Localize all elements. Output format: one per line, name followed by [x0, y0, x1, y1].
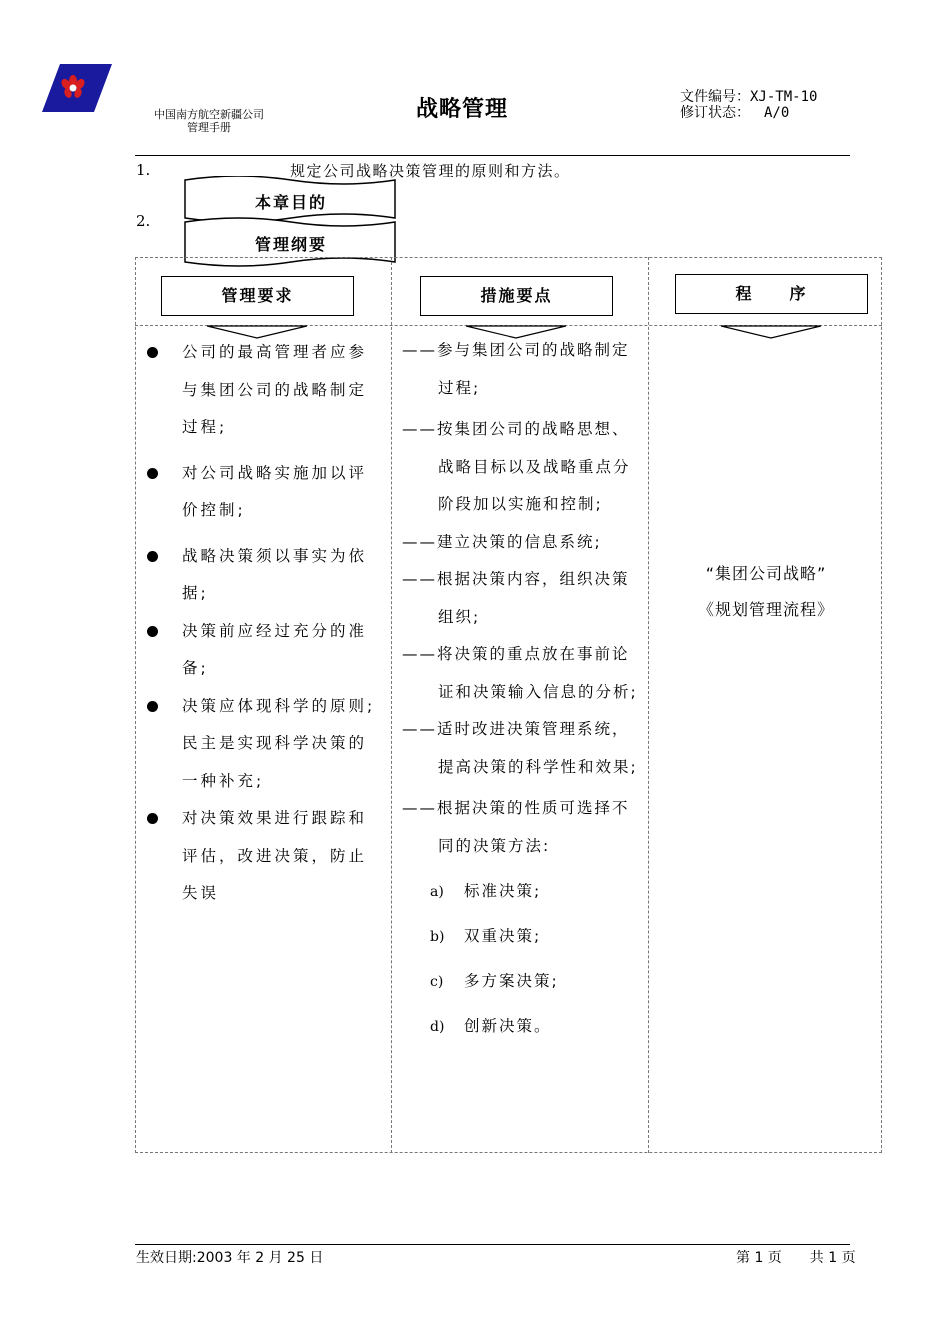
revision-row: [680, 105, 817, 121]
list-item: [145, 538, 385, 613]
revision-status: A/0: [764, 105, 790, 121]
doc-number: XJ-TM-10: [750, 89, 818, 105]
header-divider: [135, 155, 850, 156]
item-1-number: 1.: [136, 161, 151, 179]
doc-number-label: 文件编号：: [680, 89, 750, 105]
method-text: 标准决策;: [464, 882, 542, 900]
company-name: 中国南方航空新疆公司: [154, 108, 264, 121]
method-item: [402, 914, 644, 959]
list-item: [145, 800, 385, 913]
list-item: ——根据决策的性质可选择不同的决策方法:: [402, 799, 630, 855]
bullet-icon: [147, 468, 158, 479]
list-item: [145, 455, 385, 530]
group-strategy-reference: “集团公司战略”: [705, 564, 827, 583]
column-divider-2: [648, 257, 649, 1153]
method-text: 创新决策。: [464, 1017, 552, 1035]
bullet-icon: [147, 347, 158, 358]
method-item: [402, 1004, 644, 1049]
revision-label: 修订状态：: [680, 105, 750, 121]
chapter-purpose-label: 本章目的: [254, 193, 327, 212]
list-item: [145, 334, 385, 447]
method-label: a): [430, 884, 444, 900]
method-item: [402, 959, 644, 1004]
planning-process-reference: 《规划管理流程》: [697, 600, 834, 619]
doc-number-row: [680, 89, 817, 105]
procedure-references: [650, 556, 882, 628]
method-item: [402, 869, 644, 914]
requirements-header: 管理要求: [161, 276, 354, 316]
list-item: ——参与集团公司的战略制定过程;: [402, 341, 630, 397]
page-title: 战略管理: [416, 97, 509, 122]
measures-list: [402, 332, 644, 1049]
procedure-header: 程 序: [675, 274, 868, 314]
list-item: ——按集团公司的战略思想、战略目标以及战略重点分阶段加以实施和控制;: [402, 420, 631, 513]
method-text: 双重决策;: [464, 927, 542, 945]
list-item: [145, 613, 385, 688]
page-number: 第 1 页 共 1 页: [736, 1250, 856, 1266]
method-label: b): [430, 929, 445, 945]
list-item: ——将决策的重点放在事前论证和决策输入信息的分析;: [402, 645, 638, 701]
requirement-text: 决策应体现科学的原则; 民主是实现科学决策的一种补充;: [182, 696, 376, 790]
list-item: ——适时改进决策管理系统，提高决策的科学性和效果;: [402, 720, 638, 776]
procedure-arrow-icon: [721, 325, 821, 339]
manual-name: 管理手册: [187, 121, 231, 134]
list-item: ——建立决策的信息系统;: [402, 532, 602, 551]
requirement-text: 战略决策须以事实为依据;: [182, 546, 368, 602]
company-logo: [42, 64, 112, 112]
measures-header: 措施要点: [420, 276, 613, 316]
requirement-text: 公司的最高管理者应参与集团公司的战略制定过程;: [182, 343, 368, 436]
requirement-text: 对公司战略实施加以评价控制;: [182, 463, 368, 519]
item-1-text: 规定公司战略决策管理的原则和方法。: [290, 162, 571, 180]
bullet-icon: [147, 813, 158, 824]
requirement-text: 对决策效果进行跟踪和评估，改进决策，防止失误: [182, 809, 368, 902]
bullet-icon: [147, 701, 158, 712]
method-text: 多方案决策;: [464, 972, 559, 990]
management-outline-label: 管理纲要: [254, 235, 327, 254]
list-item: ——根据决策内容，组织决策组织;: [402, 570, 630, 626]
method-label: c): [430, 974, 444, 990]
item-2-number: 2.: [136, 212, 151, 230]
list-item: [145, 688, 385, 801]
footer-divider: [135, 1244, 850, 1245]
effective-date: 生效日期:2003 年 2 月 25 日: [136, 1250, 324, 1266]
requirement-text: 决策前应经过充分的准备;: [182, 621, 368, 677]
bullet-icon: [147, 551, 158, 562]
document-info: [680, 89, 817, 121]
requirements-list: [145, 334, 385, 921]
method-label: d): [430, 1019, 445, 1035]
column-divider-1: [391, 257, 392, 1153]
company-name-block: [148, 108, 270, 134]
bullet-icon: [147, 626, 158, 637]
